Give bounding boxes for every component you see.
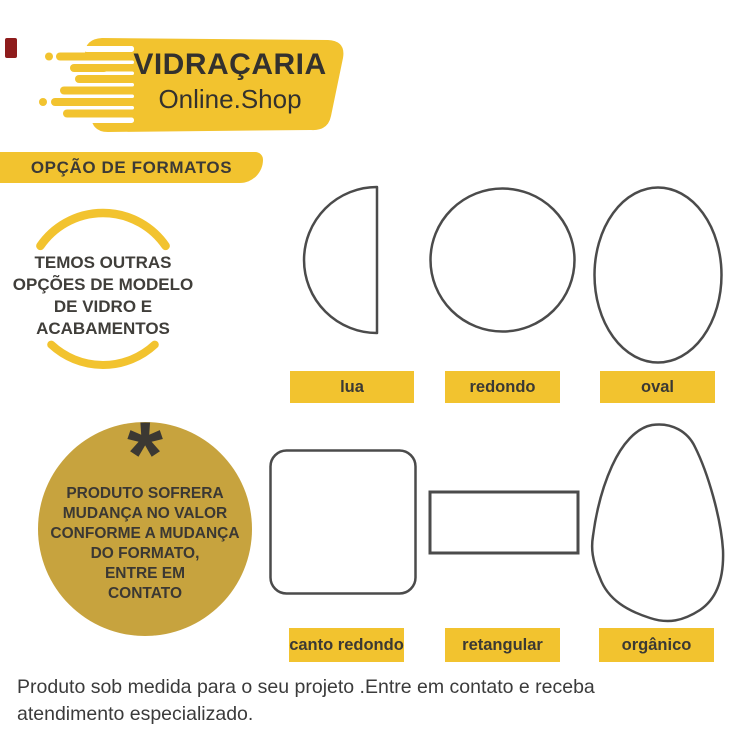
shape-oval: [592, 185, 726, 365]
footer-line: Produto sob medida para o seu projeto .Entre em contato e receba: [17, 676, 595, 698]
logo-title: VIDRAÇARIA: [133, 48, 327, 81]
price-note-line: ENTRE EM: [104, 565, 186, 582]
label-redondo: redondo: [445, 371, 560, 403]
ring-top-arc: [40, 213, 165, 246]
label-lua: lua: [290, 371, 414, 403]
price-note-line: PRODUTO SOFRERA: [66, 485, 224, 502]
price-note-line: DO FORMATO,: [90, 545, 200, 562]
shape-organico: [588, 418, 728, 624]
label-organico: orgânico: [599, 628, 714, 662]
price-note-line: MUDANÇA NO VALOR: [62, 505, 228, 522]
side-note-line: TEMOS OUTRAS: [34, 253, 172, 272]
red-accent-tab: [5, 38, 17, 58]
formats-banner-label: OPÇÃO DE FORMATOS: [30, 157, 233, 177]
price-note-line: CONTATO: [107, 585, 183, 602]
shape-redondo: [428, 186, 578, 334]
footer-text: [17, 674, 727, 728]
label-oval: oval: [600, 371, 715, 403]
shape-retangular: [428, 490, 580, 555]
side-note-line: ACABAMENTOS: [36, 319, 170, 338]
ring-bottom-arc: [51, 345, 155, 365]
price-note-circle: [38, 404, 252, 636]
logo-subtitle: Online.Shop: [158, 84, 302, 114]
formats-banner: [0, 152, 263, 183]
label-retangular: retangular: [445, 628, 560, 662]
side-note: [3, 252, 203, 340]
footer-line: atendimento especializado.: [17, 703, 254, 725]
side-note-line: OPÇÕES DE MODELO: [12, 275, 194, 294]
shape-lua: [302, 185, 382, 335]
label-canto-redondo: canto redondo: [289, 628, 404, 662]
price-note-line: CONFORME A MUDANÇA: [50, 525, 240, 542]
shape-canto-redondo: [268, 448, 418, 596]
side-note-line: DE VIDRO E: [53, 297, 153, 316]
asterisk-icon: *: [127, 404, 163, 506]
